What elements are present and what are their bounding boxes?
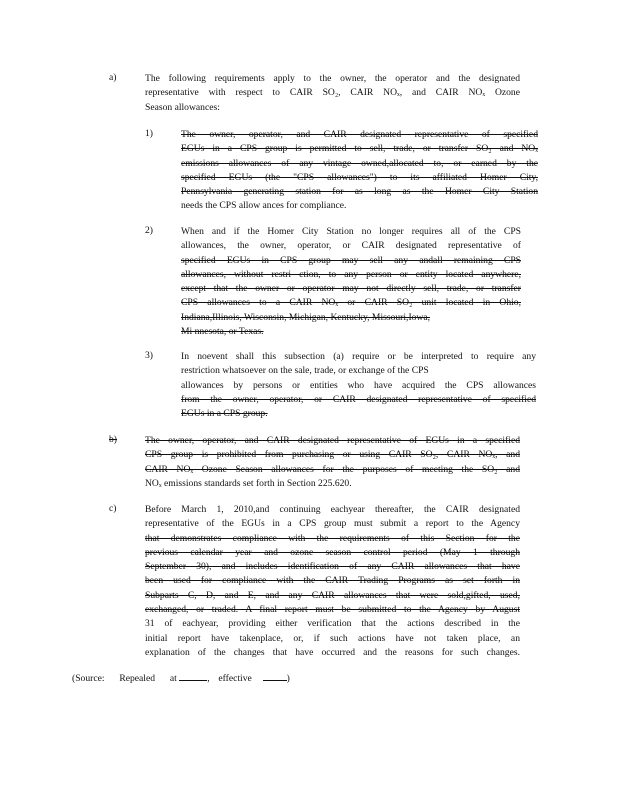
item-1-line: specified EGUs (the "CPS allowances") to its affiliated Homer City, bbox=[181, 171, 538, 183]
section-b-marker: b) bbox=[109, 434, 117, 445]
source-open-label: (Source: bbox=[72, 673, 105, 684]
item-3-line: EGUs in a CPS group. bbox=[181, 408, 268, 420]
item-1-line: The owner, operator, and CAIR designated representative of specified bbox=[181, 129, 538, 140]
item-3-line: restriction whatsoever on the sale, trade, or exchange of the CPS bbox=[181, 365, 429, 377]
item-1-line: Pennsylvania generating station for as long as the Homer City Station bbox=[181, 186, 538, 198]
item-2-line: allowances, the owner, operator, or CAIR designated representative of bbox=[181, 240, 521, 252]
item-2-line: Mi nnesota, or Texas. bbox=[181, 326, 264, 338]
section-b-text bbox=[145, 434, 520, 491]
source-close-label: ) bbox=[286, 673, 290, 684]
section-b-line: NOₓ emissions standards set forth in Section 225.620. bbox=[145, 477, 352, 489]
item-2-line: When and if the Homer City Station no longer requires all of the CPS bbox=[181, 226, 521, 237]
item-1-text bbox=[181, 128, 538, 214]
section-c-line: explanation of the changes that have occurred and the reasons for such changes. bbox=[145, 646, 520, 658]
section-c-text bbox=[145, 503, 520, 660]
item-2-marker: 2) bbox=[145, 225, 153, 236]
item-1-marker: 1) bbox=[145, 128, 153, 139]
source-repealed-label: Repealed bbox=[119, 673, 156, 684]
section-a-text bbox=[145, 72, 520, 115]
source-effective-label: effective bbox=[218, 673, 252, 684]
item-2-line: Indiana,Illinois, Wisconsin, Michigan, Kentucky, Missouri,Iowa, bbox=[181, 311, 431, 323]
item-3-text bbox=[181, 350, 536, 421]
section-c-line: exchanged, or traded. A final report must be submitted to the Agency by August bbox=[145, 604, 520, 616]
section-c-line: initial report have takenplace, or, if such actions have not taken place, an bbox=[145, 632, 520, 644]
item-1-line: EGUs in a CPS group is permitted to sell, trade, or transfer SO₂ and NOₓ bbox=[181, 143, 538, 155]
section-b-line: CAIR NOₓ Ozone Season allowances for the purposes of meeting the SO₂ and bbox=[145, 463, 520, 475]
item-3-marker: 3) bbox=[145, 350, 153, 361]
section-a-line: The following requirements apply to the owner, the operator and the designated bbox=[145, 73, 520, 84]
section-a-line: Season allowances: bbox=[145, 101, 220, 113]
item-1-line: needs the CPS allow ances for compliance. bbox=[181, 200, 347, 212]
section-c-line: Before March 1, 2010,and continuing eachyear thereafter, the CAIR designated bbox=[145, 504, 520, 515]
item-3-line: In noevent shall this subsection (a) require or be interpreted to require any bbox=[181, 351, 536, 362]
source-blank-effective bbox=[263, 671, 287, 681]
item-2-line: CPS allowances to a CAIR NOₓ or CAIR SO₂ unit located in Ohio, bbox=[181, 297, 521, 309]
item-1-line: emissions allowances of any vintage owned,allocated to, or earned by the bbox=[181, 157, 538, 169]
source-note: (Source: Repealed at , effective ) bbox=[72, 673, 290, 684]
section-a-line: representative with respect to CAIR SO₂, CAIR NOₓ, and CAIR NOₓ Ozone bbox=[145, 87, 520, 99]
item-3-line: allowances by persons or entities who have acquired the CPS allowances bbox=[181, 379, 536, 391]
item-2-text bbox=[181, 225, 521, 339]
section-c-line: previous calendar year and ozone season control period (May 1 through bbox=[145, 546, 520, 558]
item-2-line: except that the owner or operator may not directly sell, trade, or transfer bbox=[181, 283, 521, 295]
section-b-line: The owner, operator, and CAIR designated representative of EGUs in a specified bbox=[145, 435, 520, 446]
item-2-line: specified EGUs in CPS group may sell any andall remaining CPS bbox=[181, 254, 521, 266]
item-3-line: from the owner, operator, or CAIR designated representative of specified bbox=[181, 393, 536, 405]
section-c-line: that demonstrates compliance with the requirements of this Section for the bbox=[145, 532, 520, 544]
section-c-line: representative of the EGUs in a CPS group must submit a report to the Agency bbox=[145, 518, 520, 530]
source-blank-register bbox=[179, 671, 207, 681]
item-2-line: allowances, without restri ction, to any person or entity located anywhere, bbox=[181, 268, 521, 280]
section-b-line: CPS group is prohibited from purchasing or using CAIR SO₂, CAIR NOₓ, and bbox=[145, 449, 520, 461]
section-c-line: September 30), and includes identification of any CAIR allowances that have bbox=[145, 561, 520, 573]
section-c-line: 31 of eachyear, providing either verification that the actions described in the bbox=[145, 618, 520, 630]
source-at-label: at bbox=[169, 673, 177, 684]
section-a-marker: a) bbox=[109, 72, 117, 83]
section-c-marker: c) bbox=[109, 503, 117, 514]
section-c-line: Subparts C, D, and E, and any CAIR allowances that were sold,gifted, used, bbox=[145, 589, 520, 601]
section-c-line: been used for compliance with the CAIR Trading Programs as set forth in bbox=[145, 575, 520, 587]
